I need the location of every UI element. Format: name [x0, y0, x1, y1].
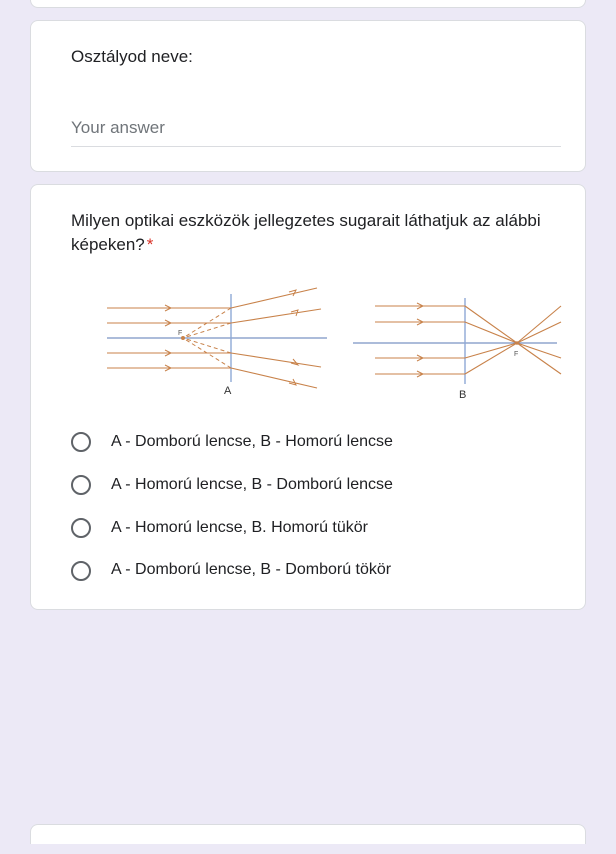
- focus-label-B: F: [514, 350, 519, 358]
- question-card-class-name-body: [31, 21, 585, 171]
- question-card-optics-body: [31, 185, 585, 609]
- option-row-2[interactable]: [71, 518, 561, 539]
- option-row-1[interactable]: [71, 475, 561, 496]
- radio-icon-0[interactable]: [71, 432, 91, 452]
- question-card-class-name: [30, 20, 586, 172]
- figure-converging-lens-B: [353, 298, 561, 401]
- question-title-optics-text: Milyen optikai eszközök jellegzetes sugarait láthatjuk az alábbi képeken?: [71, 210, 541, 255]
- figure-label-A: A: [224, 384, 232, 397]
- figure-label-B: B: [459, 388, 467, 401]
- question-title-class-name: Osztályod neve:: [71, 47, 193, 66]
- previous-question-card-partial: [30, 0, 586, 8]
- radio-icon-2[interactable]: [71, 518, 91, 538]
- option-label-1: A - Homorú lencse, B - Domború lencse: [111, 475, 393, 493]
- next-question-card-partial: [30, 824, 586, 844]
- option-label-3: A - Domború lencse, B - Domború tökör: [111, 561, 392, 579]
- option-row-3[interactable]: [71, 560, 561, 581]
- option-label-0: A - Domború lencse, B - Homorú lencse: [111, 432, 393, 450]
- focus-label-A: F: [178, 329, 183, 337]
- radio-icon-1[interactable]: [71, 475, 91, 495]
- required-asterisk: *: [146, 235, 154, 255]
- figure-diverging-lens-A: [107, 288, 327, 397]
- optics-figure-svg: [65, 286, 565, 406]
- optics-options-list: [71, 432, 561, 581]
- optics-figure: [65, 286, 565, 406]
- class-name-answer-placeholder: Your answer: [71, 117, 165, 137]
- option-row-0[interactable]: [71, 432, 561, 453]
- option-label-2: A - Homorú lencse, B. Homorú tükör: [111, 518, 368, 536]
- radio-icon-3[interactable]: [71, 561, 91, 581]
- class-name-answer-input[interactable]: [71, 118, 561, 147]
- question-card-optics: [30, 184, 586, 610]
- question-title-optics: [71, 209, 561, 258]
